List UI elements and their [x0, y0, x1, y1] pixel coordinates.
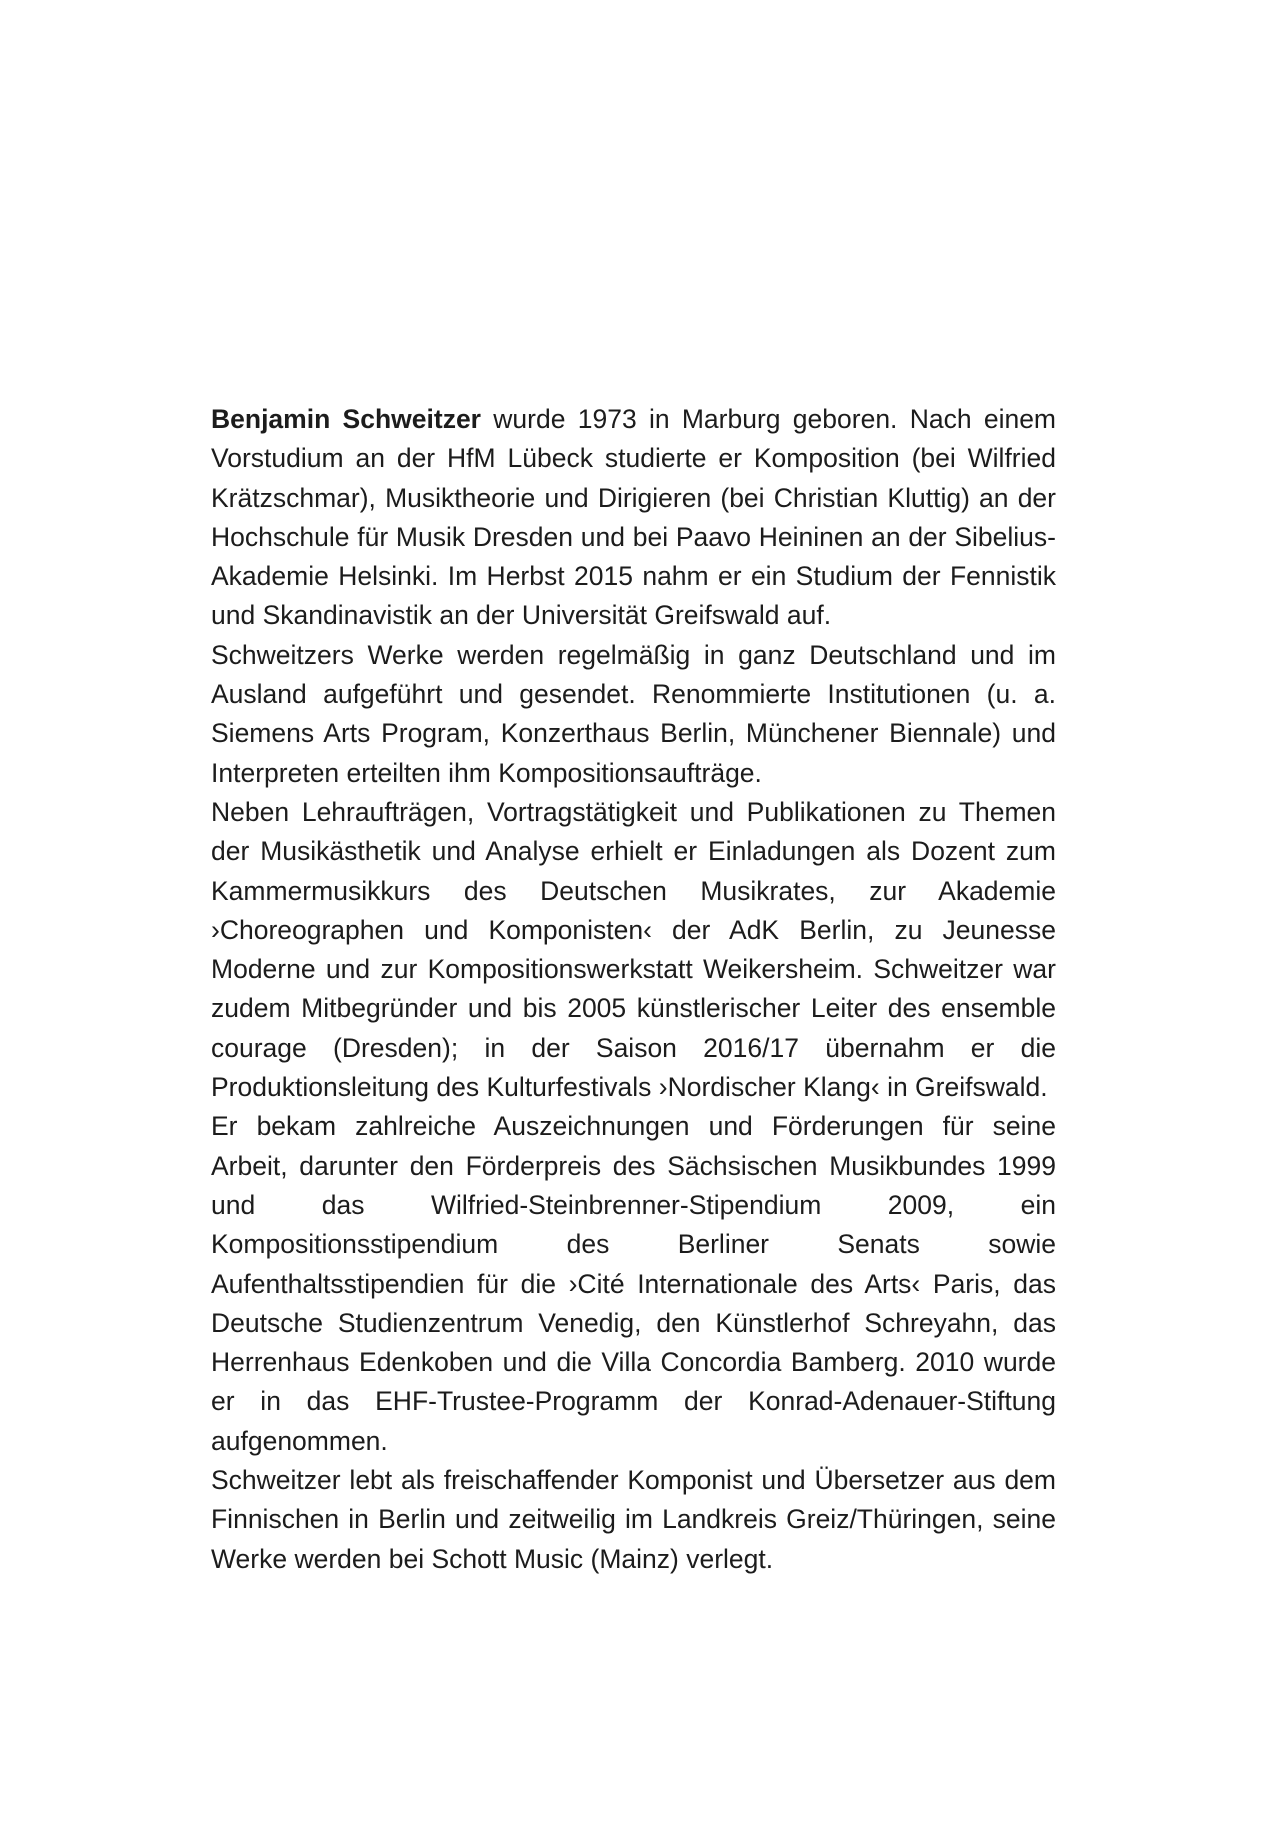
biography-text [211, 400, 1056, 1579]
bio-paragraph-1 [211, 400, 1056, 636]
composer-name: Benjamin Schweitzer [211, 404, 481, 434]
bio-paragraph-4: Er bekam zahlreiche Auszeichnungen und Förderungen für seine Arbeit, darunter den Förderpreis des Sächsischen Musikbundes 1999 und das Wilfried-Steinbrenner-Stipendium 2009, ein Kompositionsstipendium des Berliner Senats sowie Aufenthaltsstipendien für die ›Cité Internationale des Arts‹ Paris, das Deutsche Studienzentrum Venedig, den Künstlerhof Schreyahn, das Herrenhaus Edenkoben und die Villa Concordia Bamberg. 2010 wurde er in das EHF-Trustee-Programm der Konrad-Adenauer-Stiftung aufgenommen. [211, 1111, 1056, 1456]
bio-paragraph-2: Schweitzers Werke werden regelmäßig in ganz Deutschland und im Ausland aufgeführt und gesendet. Renommierte Institutionen (u. a. Siemens Arts Program, Konzerthaus Berlin, Münchener Biennale) und Interpreten erteilten ihm Kompositionsaufträge. [211, 639, 1056, 788]
bio-paragraph-1-text: wurde 1973 in Marburg geboren. Nach einem Vorstudium an der HfM Lübeck studierte er Komposition (bei Wilfried Krätzschmar), Musiktheorie und Dirigieren (bei Christian Kluttig) an der Hochschule für Musik Dresden und bei Paavo Heininen an der Sibelius-Akademie Helsinki. Im Herbst 2015 nahm er ein Studium der Fennistik und Skandinavistik an der Universität Greifswald auf. [211, 404, 1057, 631]
bio-paragraph-3: Neben Lehraufträgen, Vortragstätigkeit und Publikationen zu Themen der Musikästhetik und Analyse erhielt er Einladungen als Dozent zum Kammermusikkurs des Deutschen Musikrates, zur Akademie ›Choreographen und Komponisten‹ der AdK Berlin, zu Jeunesse Moderne und zur Kompositionswerkstatt Weikersheim. Schweitzer war zudem Mitbegründer und bis 2005 künstlerischer Leiter des ensemble courage (Dresden); in der Saison 2016/17 übernahm er die Produktionsleitung des Kulturfestivals ›Nordischer Klang‹ in Greifswald. [211, 796, 1056, 1103]
bio-paragraph-5: Schweitzer lebt als freischaffender Komponist und Übersetzer aus dem Finnischen in Berlin und zeitweilig im Landkreis Greiz/Thüringen, seine Werke werden bei Schott Music (Mainz) verlegt. [211, 1465, 1056, 1574]
